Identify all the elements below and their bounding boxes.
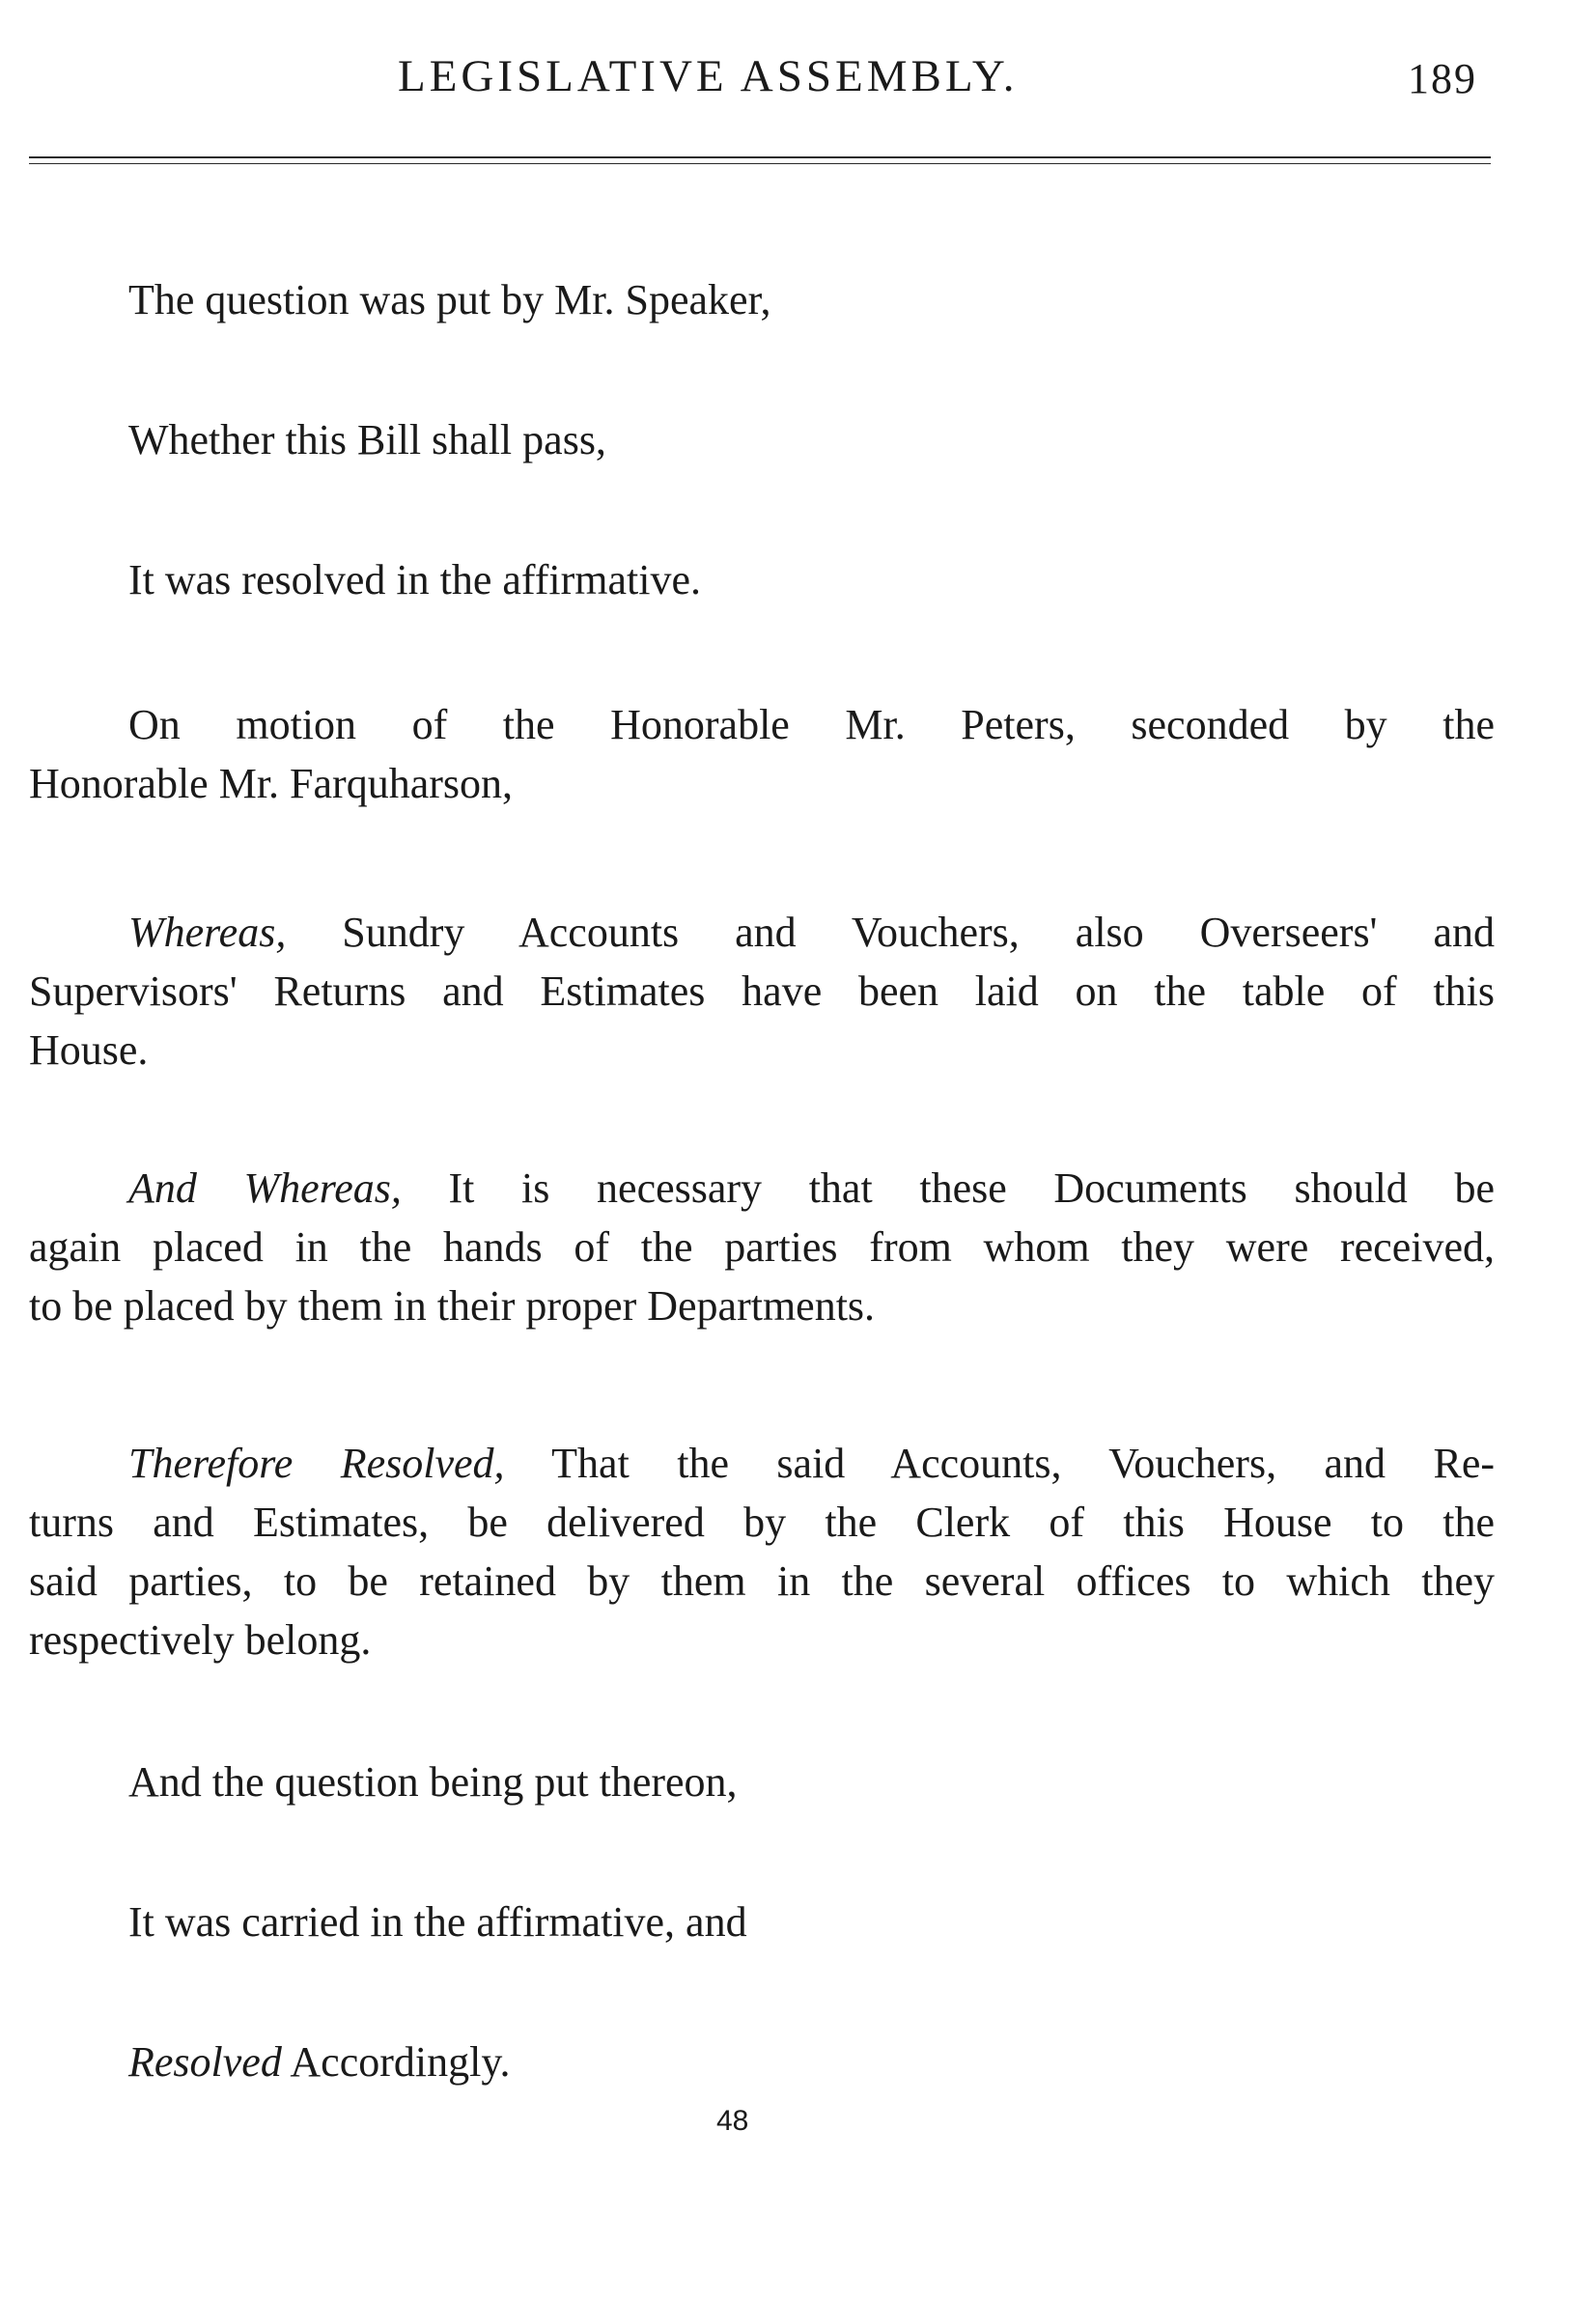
italic-lead: Resolved — [128, 2038, 282, 2086]
paragraph-question-put — [29, 270, 1495, 329]
paragraph-text: Sundry Accounts and Vouchers, also Overseers' and — [286, 909, 1495, 956]
paragraph-text: It is necessary that these Documents should be — [401, 1164, 1495, 1212]
paragraph-text: On motion of the Honorable Mr. Peters, seconded by the — [128, 701, 1495, 748]
signature-mark: 48 — [716, 2105, 749, 2137]
paragraph-question-thereon — [29, 1752, 1495, 1811]
running-head — [0, 50, 1596, 108]
paragraph-motion — [29, 695, 1495, 813]
paragraph-text: House. — [29, 1026, 149, 1074]
italic-lead: And Whereas, — [128, 1164, 402, 1212]
paragraph-text: It was resolved in the affirmative. — [128, 556, 701, 603]
paragraph-text: turns and Estimates, be delivered by the Clerk of this House to the — [29, 1499, 1495, 1546]
paragraph-text: And the question being put thereon, — [128, 1758, 738, 1806]
paragraph-whether-pass — [29, 410, 1495, 469]
italic-lead: Therefore Resolved, — [128, 1440, 505, 1487]
header-rule-top — [29, 156, 1491, 158]
paragraph-text: Supervisors' Returns and Estimates have been laid on the table of this — [29, 967, 1495, 1015]
paragraph-therefore-resolved — [29, 1434, 1495, 1669]
paragraph-resolved-affirmative — [29, 550, 1495, 609]
page-number: 189 — [1408, 55, 1477, 102]
paragraph-and-whereas — [29, 1159, 1495, 1335]
paragraph-text: Honorable Mr. Farquharson, — [29, 760, 514, 807]
italic-lead: Whereas, — [128, 909, 287, 956]
paragraph-whereas — [29, 903, 1495, 1079]
paragraph-text: to be placed by them in their proper Departments. — [29, 1282, 876, 1330]
header-double-rule — [29, 156, 1491, 169]
page-title: LEGISLATIVE ASSEMBLY. — [398, 51, 1019, 101]
paragraph-text: Whether this Bill shall pass, — [128, 416, 606, 463]
paragraph-text: again placed in the hands of the parties from whom they were received, — [29, 1223, 1495, 1271]
paragraph-carried-affirmative — [29, 1892, 1495, 1951]
paragraph-text: It was carried in the affirmative, and — [128, 1898, 747, 1946]
paragraph-text: That the said Accounts, Vouchers, and Re- — [504, 1440, 1495, 1487]
header-rule-bottom — [29, 163, 1491, 164]
paragraph-text: The question was put by Mr. Speaker, — [128, 276, 771, 323]
paragraph-text: Accordingly. — [281, 2038, 511, 2086]
paragraph-text: respectively belong. — [29, 1616, 372, 1664]
paragraph-text: said parties, to be retained by them in the several offices to which they — [29, 1557, 1495, 1605]
paragraph-resolved-accordingly — [29, 2033, 1495, 2091]
